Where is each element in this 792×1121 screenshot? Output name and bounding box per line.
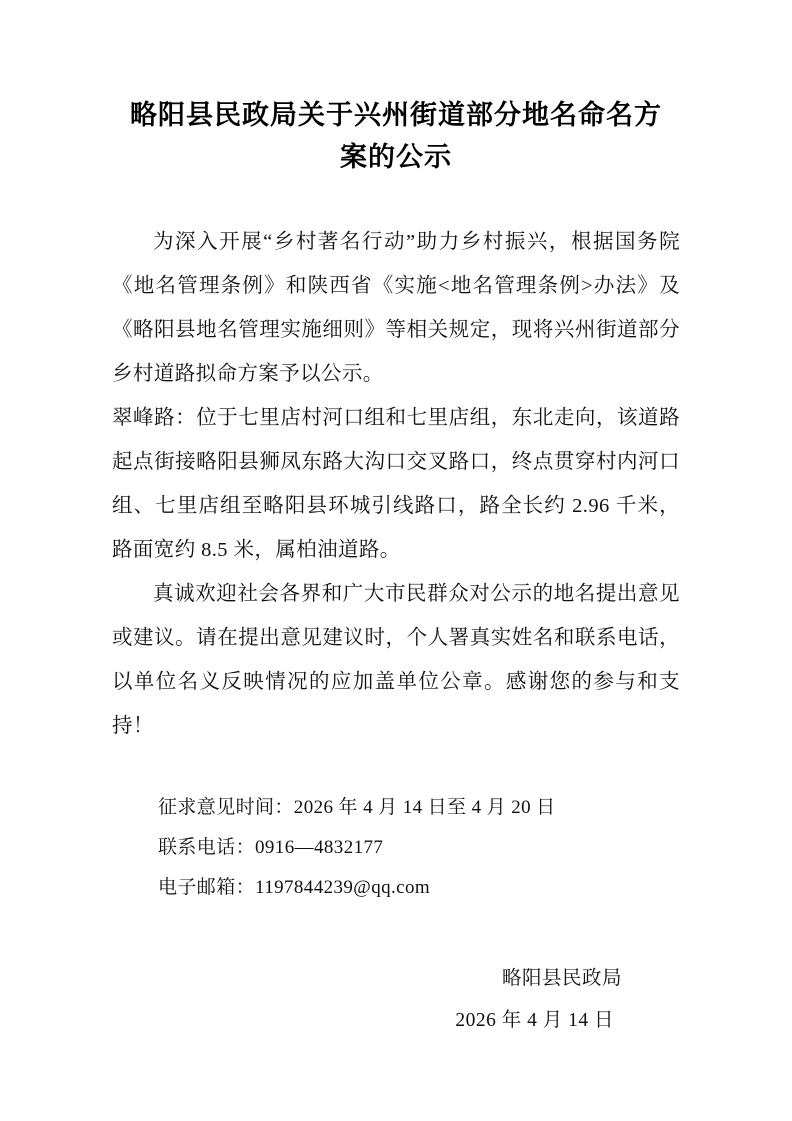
paragraph-intro: 为深入开展“乡村著名行动”助力乡村振兴，根据国务院《地名管理条例》和陕西省《实施<地名管理条例>办法》及《略阳县地名管理实施细则》等相关规定，现将兴州街道部分乡村道路拟命方案予以公示。 bbox=[112, 231, 680, 385]
document-body bbox=[112, 220, 680, 748]
signature-block bbox=[112, 958, 680, 1042]
signature-date: 2026 年 4 月 14 日 bbox=[455, 1010, 614, 1031]
signature-organization: 略阳县民政局 bbox=[501, 968, 622, 989]
paragraph-road-cuifeng: 翠峰路：位于七里店村河口组和七里店组，东北走向，该道路起点街接略阳县狮凤东路大沟口交叉路口，终点贯穿村内河口组、七里店组至略阳县环城引线路口，路全长约 2.96 千米，路面宽约 8.5 米，属柏油道路。 bbox=[112, 407, 680, 561]
contact-block bbox=[112, 788, 680, 908]
contact-email: 电子邮箱：1197844239@qq.com bbox=[158, 877, 431, 898]
page-title: 略阳县民政局关于兴州街道部分地名命名方案的公示 bbox=[130, 100, 662, 172]
paragraph-feedback-invite: 真诚欢迎社会各界和广大市民群众对公示的地名提出意见或建议。请在提出意见建议时，个人署真实姓名和联系电话，以单位名义反映情况的应加盖单位公章。感谢您的参与和支持！ bbox=[112, 583, 680, 737]
feedback-period: 征求意见时间：2026 年 4 月 14 日至 4 月 20 日 bbox=[158, 797, 556, 818]
contact-phone: 联系电话：0916—4832177 bbox=[158, 837, 384, 858]
